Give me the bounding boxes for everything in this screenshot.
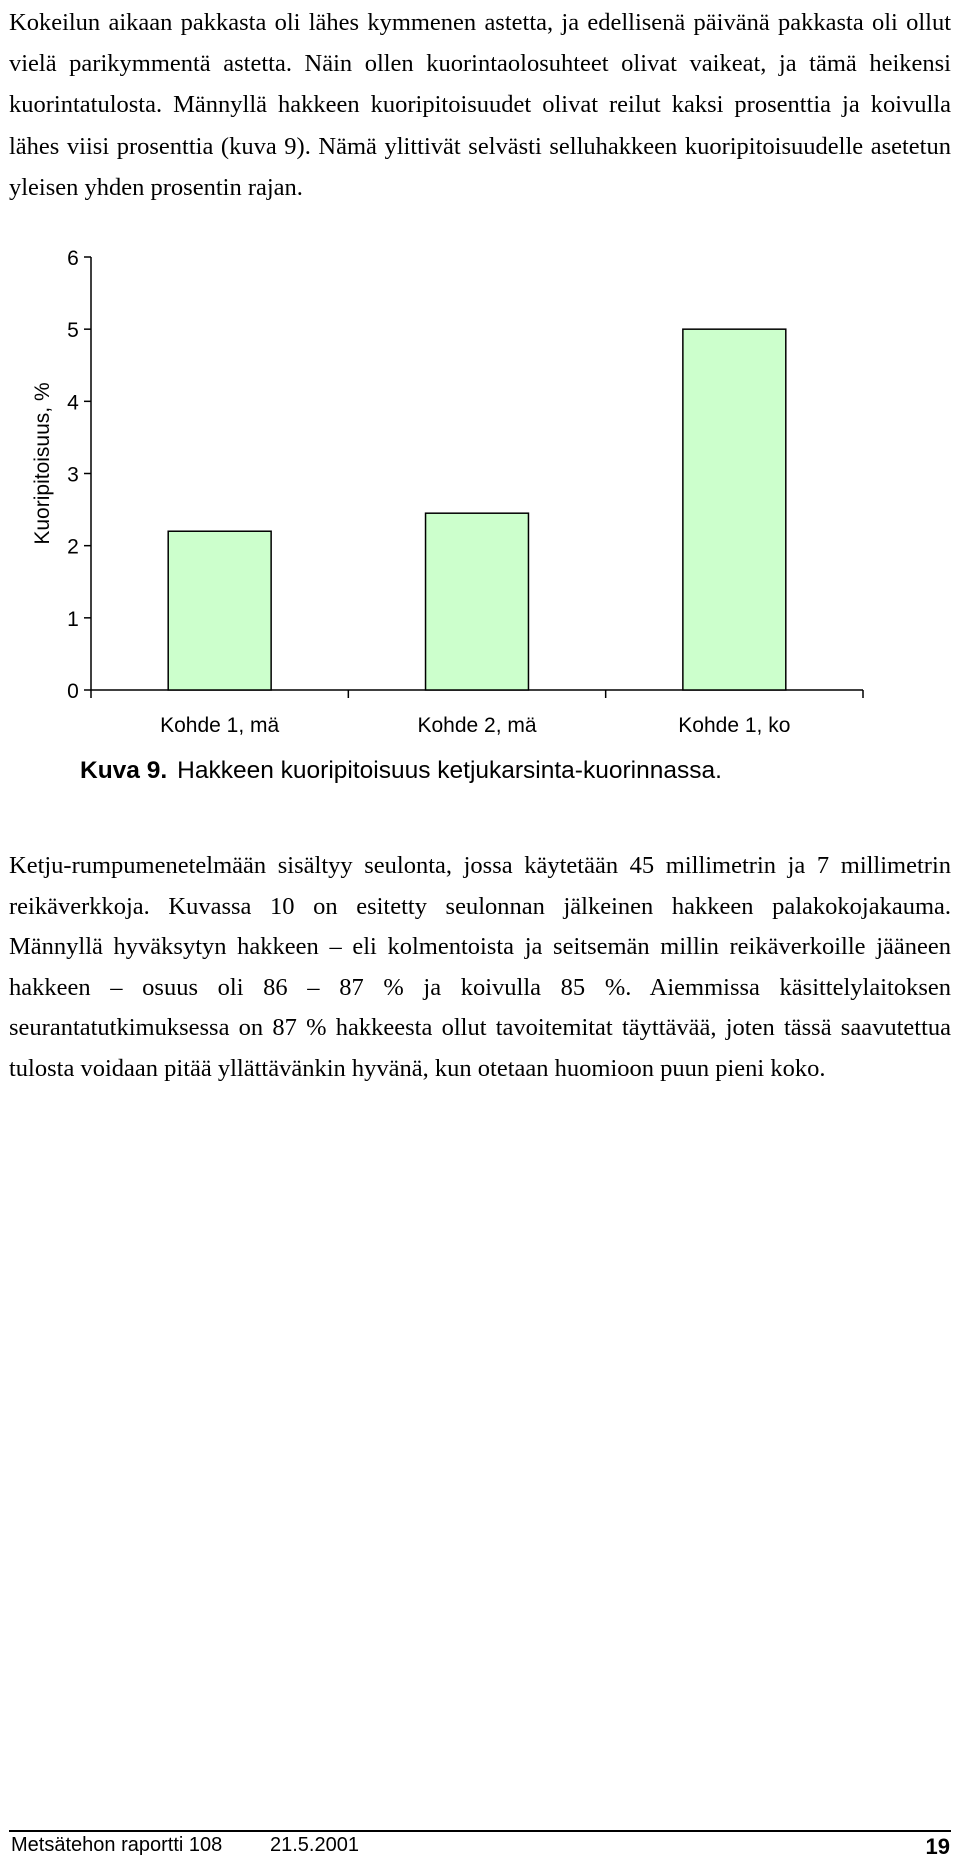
y-tick-label: 0 xyxy=(67,680,79,703)
y-tick-label: 6 xyxy=(67,247,79,270)
page-number: 19 xyxy=(925,1834,950,1859)
x-category-label: Kohde 2, mä xyxy=(417,714,537,737)
x-category-label: Kohde 1, mä xyxy=(160,714,280,737)
y-tick-label: 5 xyxy=(67,319,79,343)
x-category-label: Kohde 1, ko xyxy=(678,714,791,737)
bark-content-chart xyxy=(0,230,960,770)
caption-text: Hakkeen kuoripitoisuus ketjukarsinta-kuorinnassa. xyxy=(177,757,722,784)
y-axis-label: Kuoripitoisuus, % xyxy=(31,382,54,545)
footer-date: 21.5.2001 xyxy=(270,1834,359,1856)
bar xyxy=(426,513,529,690)
body-paragraph-1: Kokeilun aikaan pakkasta oli lähes kymmenen astetta, ja edellisenä päivänä pakkasta oli ollut vielä parikymmentä astetta. Näin ollen kuorintaolosuhteet olivat vaikeat, ja tämä heikensi kuorintatulosta. Männyllä hakkeen kuoripitoisuudet olivat reilut kaksi prosenttia ja koivulla lähes viisi prosenttia (kuva 9). Nämä ylittivät selvästi selluhakkeen kuoripitoisuudelle asetetun yleisen yhden prosentin rajan. xyxy=(9,9,951,201)
y-tick-label: 4 xyxy=(67,391,79,415)
y-tick-label: 2 xyxy=(67,535,79,559)
caption-label: Kuva 9. xyxy=(80,757,168,784)
footer-report-name: Metsätehon raportti 108 xyxy=(11,1834,223,1856)
footer-divider xyxy=(9,1830,951,1832)
bar xyxy=(168,531,271,690)
y-tick-label: 3 xyxy=(67,463,79,487)
figure-caption xyxy=(80,757,722,785)
body-paragraph-2: Ketju-rumpumenetelmään sisältyy seulonta, jossa käytetään 45 millimetrin ja 7 millimetrin reikäverkkoja. Kuvassa 10 on esitetty seulonnan jälkeinen hakkeen palakokojakauma. Männyllä hyväksytyn hakkeen – eli kolmentoista ja seitsemän millin reikäverkoille jääneen hakkeen – osuus oli 86 – 87 % ja koivulla 85 %. Aiemmissa käsittelylaitoksen seurantatutkimuksessa on 87 % hakkeesta ollut tavoitemitat täyttävää, joten tässä saavutettua tulosta voidaan pitää yllättävänkin hyvänä, kun otetaan huomioon puun pieni koko. xyxy=(9,852,951,1082)
bar xyxy=(683,329,786,690)
y-tick-label: 1 xyxy=(67,607,79,631)
chart-svg xyxy=(0,230,960,770)
